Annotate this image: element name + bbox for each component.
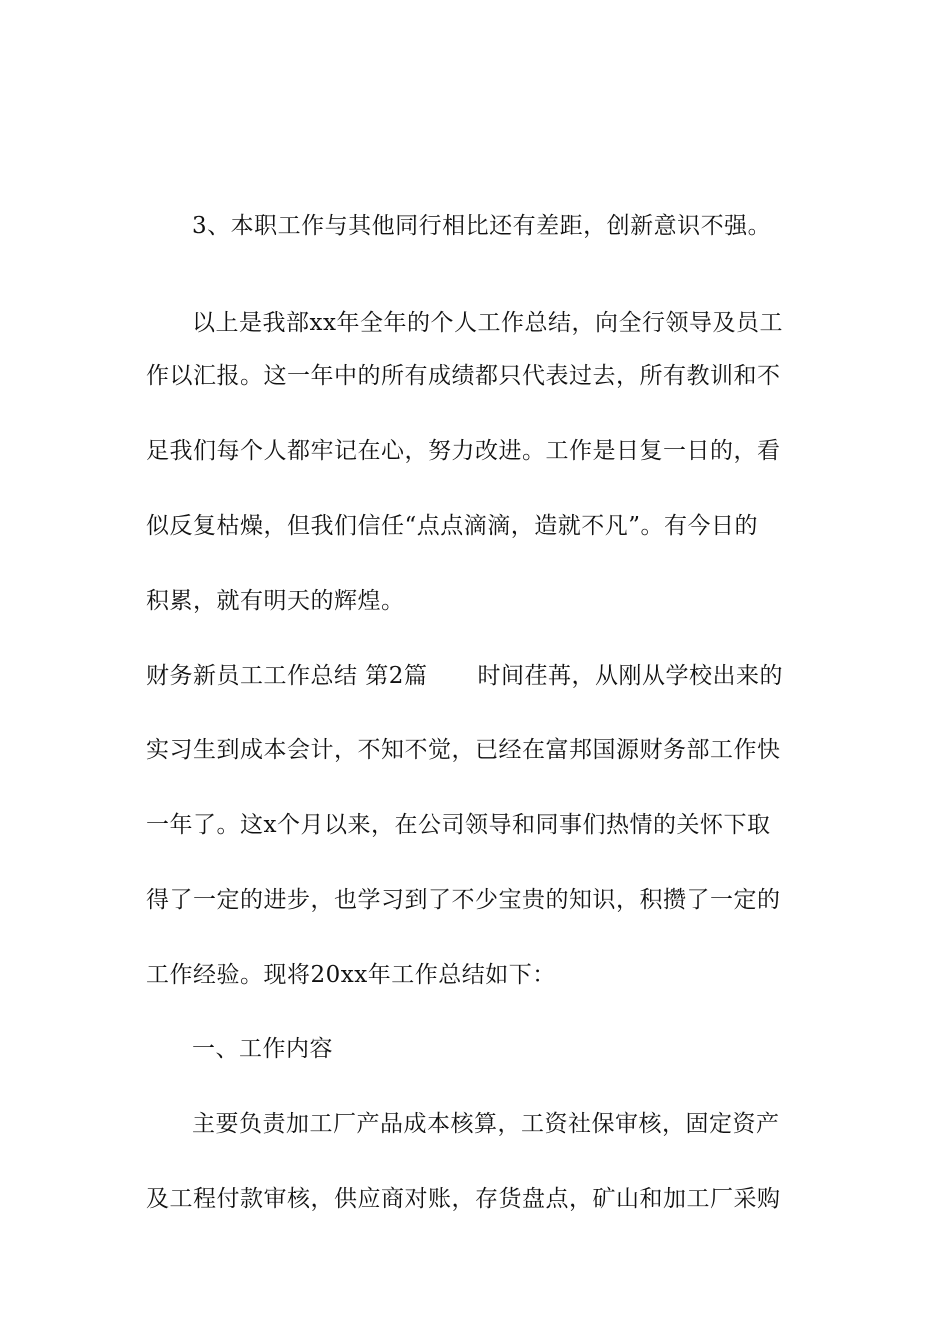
paragraph-line: 得了一定的进步，也学习到了不少宝贵的知识，积攒了一定的 [146, 887, 781, 913]
subheading-line: 一、工作内容 [192, 1036, 333, 1062]
paragraph-line: 工作经验。现将20xx年工作总结如下： [146, 962, 556, 988]
paragraph-line: 以上是我部xx年全年的个人工作总结，向全行领导及员工 [192, 310, 783, 336]
paragraph-line: 主要负责加工厂产品成本核算，工资社保审核，固定资产 [192, 1111, 780, 1137]
paragraph-line: 积累，就有明天的辉煌。 [146, 588, 405, 614]
paragraph-line: 似反复枯燥，但我们信任“点点滴滴，造就不凡”。有今日的 [146, 513, 759, 539]
paragraph-line: 一年了。这x个月以来，在公司领导和同事们热情的关怀下取 [146, 812, 771, 838]
paragraph-line: 足我们每个人都牢记在心，努力改进。工作是日复一日的，看 [146, 438, 781, 464]
section-title: 财务新员工工作总结 第2篇 [146, 663, 428, 689]
paragraph-line: 实习生到成本会计，不知不觉，已经在富邦国源财务部工作快 [146, 737, 781, 763]
paragraph-line: 及工程付款审核，供应商对账，存货盘点，矿山和加工厂采购 [146, 1186, 781, 1212]
paragraph-line: 作以汇报。这一年中的所有成绩都只代表过去，所有教训和不 [146, 363, 781, 389]
paragraph-line: 3、本职工作与其他同行相比还有差距，创新意识不强。 [192, 213, 772, 239]
section-heading-line [146, 656, 806, 696]
section-continuation: 时间荏苒，从刚从学校出来的 [477, 663, 783, 689]
